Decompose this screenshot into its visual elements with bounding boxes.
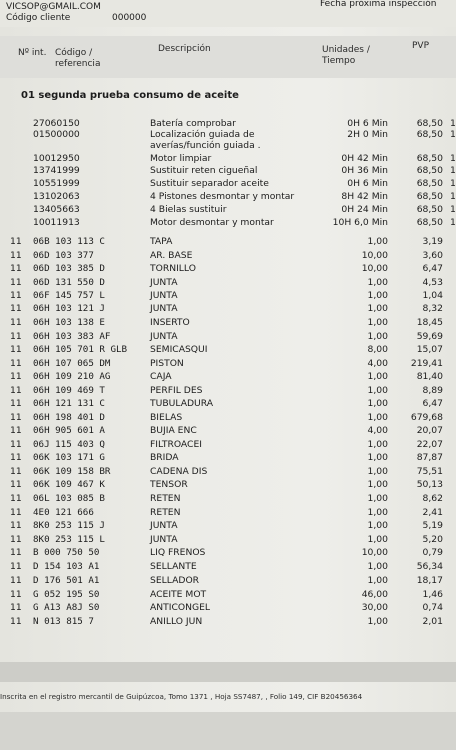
cell-int: 11 xyxy=(10,452,22,463)
cell-desc: JUNTA xyxy=(150,331,178,342)
cell-price: 59,69 xyxy=(416,331,443,342)
cell-price: 219,41 xyxy=(410,358,443,369)
cell-int: 11 xyxy=(10,412,22,423)
table-row xyxy=(0,575,456,586)
cell-int: 11 xyxy=(10,466,22,477)
cell-desc: Localización guiada de xyxy=(150,129,255,140)
client-label: Código cliente xyxy=(6,13,71,23)
cell-int: 11 xyxy=(10,589,22,600)
cell-units: 1,00 xyxy=(367,290,388,301)
cell-units: 10,00 xyxy=(361,263,388,274)
cell-units: 1,00 xyxy=(367,452,388,463)
cell-units: 1,00 xyxy=(367,439,388,450)
cell-int: 11 xyxy=(10,575,22,586)
cell-price: 87,87 xyxy=(416,452,443,463)
cell-units: 8,00 xyxy=(367,344,388,355)
table-row xyxy=(0,616,456,627)
cell-code: 06D 131 550 D xyxy=(33,277,105,288)
email: VICSOP@GMAIL.COM xyxy=(6,2,101,12)
cell-price: 4,53 xyxy=(422,277,443,288)
cell-desc: Sustituir reten cigueñal xyxy=(150,165,258,176)
cell-price: 18,17 xyxy=(416,575,443,586)
cell-price: 68,50 xyxy=(416,165,443,176)
cell-price: 50,13 xyxy=(416,479,443,490)
cell-int: 11 xyxy=(10,547,22,558)
cell-price: 20,07 xyxy=(416,425,443,436)
table-row xyxy=(0,398,456,409)
cell-desc: BUJIA ENC xyxy=(150,425,197,436)
cell-units: 30,00 xyxy=(361,602,388,613)
cell-price: 1,46 xyxy=(422,589,443,600)
cell-code: 06H 109 469 T xyxy=(33,385,105,396)
cell-code: 06H 103 138 E xyxy=(33,317,105,328)
cell-desc: ACEITE MOT xyxy=(150,589,207,600)
cell-units: 4,00 xyxy=(367,358,388,369)
cell-units: 1,00 xyxy=(367,507,388,518)
cell-code: 06H 107 065 DM xyxy=(33,358,111,369)
cell-code: 06H 121 131 C xyxy=(33,398,105,409)
table-row xyxy=(0,191,456,202)
cell-code: 06L 103 085 B xyxy=(33,493,105,504)
cell-code: 10551999 xyxy=(33,178,80,189)
cell-code: B 000 750 50 xyxy=(33,547,100,558)
cell-int: 11 xyxy=(10,561,22,572)
cell-code: 06K 103 171 G xyxy=(33,452,105,463)
cell-units: 1,00 xyxy=(367,466,388,477)
cell-price: 5,19 xyxy=(422,520,443,531)
cell-units: 0H 42 Min xyxy=(341,153,388,164)
cell-desc: ANTICONGEL xyxy=(150,602,211,613)
cell-price: 18,45 xyxy=(416,317,443,328)
cell-price: 8,89 xyxy=(422,385,443,396)
cell-price: 0,79 xyxy=(422,547,443,558)
table-row xyxy=(0,493,456,504)
cell-code: N 013 815 7 xyxy=(33,616,94,627)
cell-desc: JUNTA xyxy=(150,290,178,301)
cell-price: 68,50 xyxy=(416,217,443,228)
cell-desc: FILTROACEI xyxy=(150,439,202,450)
cell-units: 1,00 xyxy=(367,479,388,490)
table-row xyxy=(0,385,456,396)
table-row xyxy=(0,520,456,531)
cell-desc: TUBULADURA xyxy=(150,398,214,409)
cell-price: 6,47 xyxy=(422,398,443,409)
cell-code: 06B 103 113 C xyxy=(33,236,105,247)
cell-desc: CAJA xyxy=(150,371,172,382)
cell-price: 6,47 xyxy=(422,263,443,274)
cell-code: 06F 145 757 L xyxy=(33,290,105,301)
cell-extra: 1 xyxy=(450,204,456,215)
cell-int: 11 xyxy=(10,507,22,518)
table-row xyxy=(0,277,456,288)
cell-int: 11 xyxy=(10,616,22,627)
table-row xyxy=(0,303,456,314)
cell-code: 27060150 xyxy=(33,118,80,129)
cell-desc: JUNTA xyxy=(150,303,178,314)
cell-extra: 1 xyxy=(450,153,456,164)
table-row xyxy=(0,452,456,463)
table-row xyxy=(0,344,456,355)
cell-price: 75,51 xyxy=(416,466,443,477)
cell-code: 13405663 xyxy=(33,204,80,215)
cell-price: 5,20 xyxy=(422,534,443,545)
cell-extra: 1 xyxy=(450,129,456,140)
cell-int: 11 xyxy=(10,263,22,274)
cell-desc: Motor limpiar xyxy=(150,153,212,164)
cell-units: 1,00 xyxy=(367,277,388,288)
cell-price: 8,62 xyxy=(422,493,443,504)
cell-price: 81,40 xyxy=(416,371,443,382)
cell-units: 1,00 xyxy=(367,575,388,586)
cell-price: 2,01 xyxy=(422,616,443,627)
cell-units: 1,00 xyxy=(367,616,388,627)
cell-int: 11 xyxy=(10,331,22,342)
cell-desc: RETEN xyxy=(150,493,181,504)
cell-units: 1,00 xyxy=(367,303,388,314)
col-int: Nº int. xyxy=(18,48,47,58)
cell-code: 06H 105 701 R GLB xyxy=(33,344,128,355)
cell-desc: TAPA xyxy=(150,236,173,247)
cell-int: 11 xyxy=(10,250,22,261)
cell-units: 8H 42 Min xyxy=(341,191,388,202)
table-row xyxy=(0,589,456,600)
cell-units: 1,00 xyxy=(367,371,388,382)
cell-code: 13741999 xyxy=(33,165,80,176)
cell-units: 1,00 xyxy=(367,317,388,328)
cell-code: 4E0 121 666 xyxy=(33,507,94,518)
cell-units: 10H 6,0 Min xyxy=(332,217,388,228)
cell-code: 06H 109 210 AG xyxy=(33,371,111,382)
cell-units: 46,00 xyxy=(361,589,388,600)
cell-desc: Motor desmontar y montar xyxy=(150,217,274,228)
cell-int: 11 xyxy=(10,493,22,504)
cell-code: G A13 A8J S0 xyxy=(33,602,100,613)
cell-extra: 1 xyxy=(450,165,456,176)
cell-extra: 1 xyxy=(450,191,456,202)
table-row xyxy=(0,479,456,490)
cell-units: 10,00 xyxy=(361,250,388,261)
table-row xyxy=(0,602,456,613)
cell-units: 0H 6 Min xyxy=(347,118,388,129)
section-title: 01 segunda prueba consumo de aceite xyxy=(21,90,239,101)
cell-desc: AR. BASE xyxy=(150,250,193,261)
table-row xyxy=(0,466,456,477)
cell-desc: BIELAS xyxy=(150,412,183,423)
registry-footer: Inscrita en el registro mercantil de Guipúzcoa, Tomo 1371 , Hoja SS7487, , Folio 149, CIF B20456364 xyxy=(0,692,363,701)
cell-desc: BRIDA xyxy=(150,452,179,463)
cell-units: 1,00 xyxy=(367,520,388,531)
cell-desc: RETEN xyxy=(150,507,181,518)
cell-units: 1,00 xyxy=(367,412,388,423)
header-band xyxy=(0,0,456,27)
table-row xyxy=(0,165,456,176)
cell-code: 06D 103 377 xyxy=(33,250,94,261)
table-row xyxy=(0,178,456,189)
cell-desc: JUNTA xyxy=(150,520,178,531)
column-header xyxy=(0,36,456,78)
cell-int: 11 xyxy=(10,602,22,613)
cell-units: 1,00 xyxy=(367,534,388,545)
client-value: 000000 xyxy=(112,13,147,23)
cell-int: 11 xyxy=(10,385,22,396)
table-row xyxy=(0,371,456,382)
cell-int: 11 xyxy=(10,290,22,301)
cell-code: 06H 103 121 J xyxy=(33,303,105,314)
cell-code: 06H 103 383 AF xyxy=(33,331,111,342)
cell-price: 8,32 xyxy=(422,303,443,314)
cell-price: 3,60 xyxy=(422,250,443,261)
cell-code: 06H 905 601 A xyxy=(33,425,105,436)
cell-code: D 154 103 A1 xyxy=(33,561,100,572)
cell-desc: TORNILLO xyxy=(150,263,196,274)
cell-int: 11 xyxy=(10,425,22,436)
cell-int: 11 xyxy=(10,236,22,247)
cell-units: 1,00 xyxy=(367,385,388,396)
cell-int: 11 xyxy=(10,344,22,355)
table-row xyxy=(0,507,456,518)
table-row xyxy=(0,217,456,228)
cell-code: 8K0 253 115 J xyxy=(33,520,105,531)
table-row xyxy=(0,140,456,151)
cell-code: 06H 198 401 D xyxy=(33,412,105,423)
cell-desc: averías/función guiada . xyxy=(150,140,261,151)
table-row xyxy=(0,153,456,164)
table-row xyxy=(0,561,456,572)
cell-price: 56,34 xyxy=(416,561,443,572)
cell-desc: SEMICASQUI xyxy=(150,344,208,355)
cell-code: 06D 103 385 D xyxy=(33,263,105,274)
cell-price: 68,50 xyxy=(416,129,443,140)
cell-int: 11 xyxy=(10,371,22,382)
table-row xyxy=(0,331,456,342)
cell-units: 0H 6 Min xyxy=(347,178,388,189)
cell-desc: JUNTA xyxy=(150,277,178,288)
table-row xyxy=(0,358,456,369)
cell-code: 10011913 xyxy=(33,217,80,228)
cell-int: 11 xyxy=(10,439,22,450)
cell-units: 1,00 xyxy=(367,331,388,342)
cell-int: 11 xyxy=(10,317,22,328)
cell-desc: INSERTO xyxy=(150,317,190,328)
cell-int: 11 xyxy=(10,303,22,314)
cell-desc: CADENA DIS xyxy=(150,466,208,477)
cell-desc: SELLANTE xyxy=(150,561,197,572)
table-row xyxy=(0,412,456,423)
cell-units: 1,00 xyxy=(367,493,388,504)
cell-code: D 176 501 A1 xyxy=(33,575,100,586)
cell-code: 8K0 253 115 L xyxy=(33,534,105,545)
cell-price: 3,19 xyxy=(422,236,443,247)
cell-price: 68,50 xyxy=(416,153,443,164)
cell-int: 11 xyxy=(10,277,22,288)
cell-code: G 052 195 S0 xyxy=(33,589,100,600)
cell-price: 68,50 xyxy=(416,204,443,215)
cell-int: 11 xyxy=(10,520,22,531)
cell-int: 11 xyxy=(10,398,22,409)
table-row xyxy=(0,425,456,436)
table-row xyxy=(0,204,456,215)
cell-desc: 4 Bielas sustituir xyxy=(150,204,227,215)
cell-code: 01500000 xyxy=(33,129,80,140)
cell-price: 679,68 xyxy=(410,412,443,423)
col-price: PVP xyxy=(412,41,430,51)
cell-code: 06J 115 403 Q xyxy=(33,439,105,450)
table-row xyxy=(0,250,456,261)
cell-code: 13102063 xyxy=(33,191,80,202)
cell-desc: SELLADOR xyxy=(150,575,200,586)
cell-units: 2H 0 Min xyxy=(347,129,388,140)
page-bottom xyxy=(0,712,456,750)
cell-code: 06K 109 467 K xyxy=(33,479,105,490)
cell-price: 68,50 xyxy=(416,191,443,202)
cell-desc: ANILLO JUN xyxy=(150,616,203,627)
col-code: Código / referencia xyxy=(55,48,101,69)
cell-units: 4,00 xyxy=(367,425,388,436)
cell-desc: Batería comprobar xyxy=(150,118,236,129)
cell-desc: Sustituir separador aceite xyxy=(150,178,269,189)
table-row xyxy=(0,236,456,247)
cell-desc: 4 Pistones desmontar y montar xyxy=(150,191,295,202)
cell-price: 2,41 xyxy=(422,507,443,518)
cell-price: 68,50 xyxy=(416,118,443,129)
col-desc: Descripción xyxy=(158,44,211,54)
table-row xyxy=(0,547,456,558)
cell-units: 1,00 xyxy=(367,398,388,409)
cell-price: 15,07 xyxy=(416,344,443,355)
table-row xyxy=(0,290,456,301)
cell-desc: JUNTA xyxy=(150,534,178,545)
footer-band xyxy=(0,662,456,682)
cell-extra: 1 xyxy=(450,118,456,129)
cell-price: 68,50 xyxy=(416,178,443,189)
table-row xyxy=(0,317,456,328)
table-row xyxy=(0,263,456,274)
table-row xyxy=(0,129,456,140)
cell-units: 1,00 xyxy=(367,236,388,247)
table-row xyxy=(0,534,456,545)
col-units: Unidades / Tiempo xyxy=(322,45,370,66)
cell-code: 10012950 xyxy=(33,153,80,164)
cell-int: 11 xyxy=(10,479,22,490)
cell-price: 0,74 xyxy=(422,602,443,613)
cell-units: 0H 36 Min xyxy=(341,165,388,176)
cell-price: 1,04 xyxy=(422,290,443,301)
cell-code: 06K 109 158 BR xyxy=(33,466,111,477)
cell-desc: PERFIL DES xyxy=(150,385,203,396)
cell-units: 0H 24 Min xyxy=(341,204,388,215)
cell-price: 22,07 xyxy=(416,439,443,450)
cell-extra: 1 xyxy=(450,178,456,189)
cell-int: 11 xyxy=(10,534,22,545)
cell-extra: 1 xyxy=(450,217,456,228)
table-row xyxy=(0,439,456,450)
cell-units: 10,00 xyxy=(361,547,388,558)
cell-desc: TENSOR xyxy=(150,479,188,490)
cell-int: 11 xyxy=(10,358,22,369)
cell-desc: PISTON xyxy=(150,358,184,369)
cell-desc: LIQ FRENOS xyxy=(150,547,206,558)
table-row xyxy=(0,118,456,129)
cell-units: 1,00 xyxy=(367,561,388,572)
next-inspection-label: Fecha próxima inspección xyxy=(320,0,437,9)
